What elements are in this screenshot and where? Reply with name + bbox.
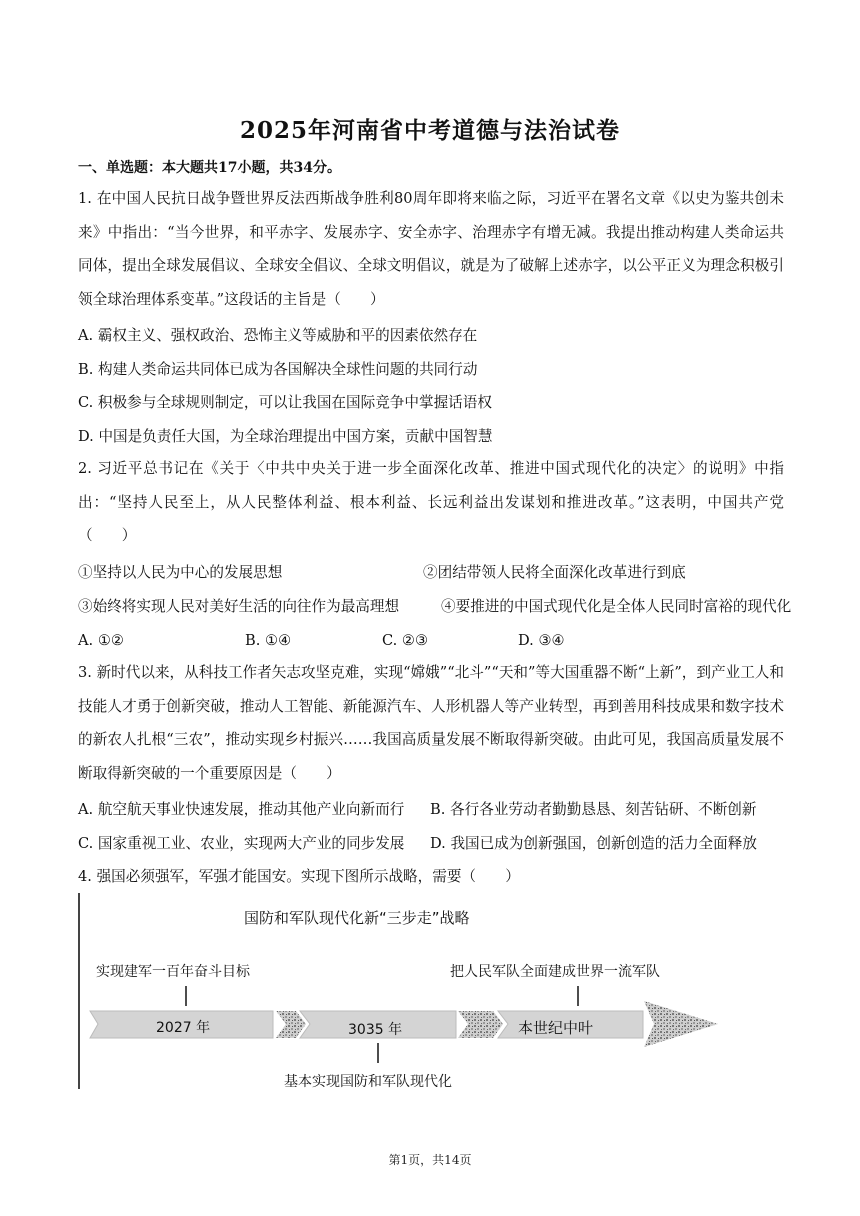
question-1-stem: 1. 在中国人民抗日战争暨世界反法西斯战争胜利80周年即将来临之际，习近平在署名文章《以史为鉴共创未来》中指出：“当今世界，和平赤字、发展赤字、安全赤字、治理赤字有增无减。我提出推动构建人类命运共同体，提出全球发展倡议、全球安全倡议、全球文明倡议，就是为了破解上述赤字，以公平正义为理念积极引领全球治理体系变革。”这段话的主旨是（ ）: [78, 190, 784, 308]
question-3-option-a: A. 航空航天事业快速发展，推动其他产业向新而行: [78, 801, 405, 818]
question-2-option-a: A. ①②: [78, 632, 124, 649]
section-heading: 一、单选题：本大题共17小题，共34分。: [78, 160, 341, 176]
question-3-option-b: B. 各行各业劳动者勤勤恳恳、刻苦钻研、不断创新: [430, 801, 757, 818]
exam-title: 2025年河南省中考道德与法治试卷: [239, 117, 620, 144]
label-top-right: 把人民军队全面建成世界一流军队: [450, 964, 660, 980]
question-1-option-c: C. 积极参与全球规则制定，可以让我国在国际竞争中掌握话语权: [78, 394, 492, 411]
question-1-option-d: D. 中国是负责任大国，为全球治理提出中国方案，贡献中国智慧: [78, 428, 493, 445]
question-2-option-c: C. ②③: [382, 632, 429, 649]
question-2-item-3: ③始终将实现人民对美好生活的向往作为最高理想: [78, 598, 400, 615]
question-2-item-4: ④要推进的中国式现代化是全体人民同时富裕的现代化: [441, 598, 792, 615]
label-bottom: 基本实现国防和军队现代化: [284, 1074, 452, 1090]
question-2-item-2: ②团结带领人民将全面深化改革进行到底: [423, 564, 686, 581]
question-1-option-b: B. 构建人类命运共同体已成为各国解决全球性问题的共同行动: [78, 361, 478, 378]
question-4-stem: 4. 强国必须强军，军强才能国安。实现下图所示战略，需要（ ）: [78, 868, 520, 885]
figure-title: 国防和军队现代化新“三步走”战略: [244, 909, 470, 927]
question-3-option-d: D. 我国已成为创新强国，创新创造的活力全面释放: [430, 835, 757, 852]
arrow-head: [644, 1001, 718, 1047]
question-2-item-1: ①坚持以人民为中心的发展思想: [78, 564, 283, 581]
label-top-left: 实现建军一百年奋斗目标: [96, 964, 250, 980]
question-2-option-d: D. ③④: [518, 632, 565, 649]
question-1-option-a: A. 霸权主义、强权政治、恐怖主义等威胁和平的因素依然存在: [78, 327, 478, 344]
stage-3-label: 本世纪中叶: [518, 1019, 594, 1037]
stage-separator-2: [458, 1011, 503, 1038]
question-2-option-b: B. ①④: [245, 632, 292, 649]
question-3-stem: 3. 新时代以来，从科技工作者矢志攻坚克难，实现“嫦娥”“北斗”“天和”等大国重器不断“上新”，到产业工人和技能人才勇于创新突破，推动人工智能、新能源汽车、人形机器人等产业转型，再到善用科技成果和数字技术的新农人扎根“三农”，推动实现乡村振兴……我国高质量发展不断取得新突破。由此可见，我国高质量发展不断取得新突破的一个重要原因是（ ）: [78, 664, 784, 782]
page-footer: 第1页，共14页: [388, 1153, 472, 1167]
strategy-timeline-figure: [78, 893, 738, 1093]
stage-1-label: 2027 年: [156, 1020, 211, 1036]
stage-separator-1: [276, 1011, 306, 1038]
stage-2-label: 3035 年: [348, 1022, 403, 1038]
question-3-option-c: C. 国家重视工业、农业，实现两大产业的同步发展: [78, 835, 405, 852]
question-2-stem: 2. 习近平总书记在《关于〈中共中央关于进一步全面深化改革、推进中国式现代化的决定〉的说明》中指出：“坚持人民至上，从人民整体利益、根本利益、长远利益出发谋划和推进改革。”这表明，中国共产党（ ）: [78, 460, 784, 544]
